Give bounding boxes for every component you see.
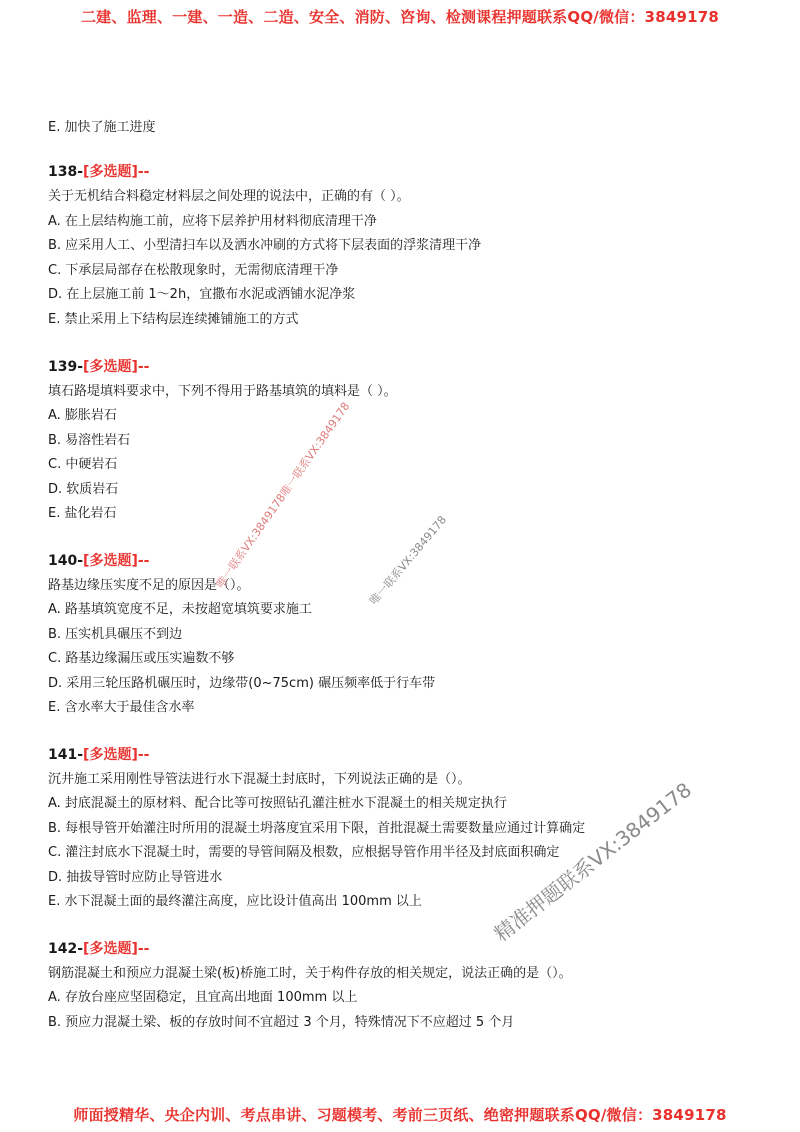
header-banner: 二建、监理、一建、一造、二造、安全、消防、咨询、检测课程押题联系QQ/微信：3849178: [80, 8, 720, 26]
option: C. 中硬岩石: [48, 457, 118, 472]
option: D. 抽拔导管时应防止导管进水: [48, 870, 223, 885]
option: B. 每根导管开始灌注时所用的混凝土坍落度宜采用下限，首批混凝土需要数量应通过计算确定: [48, 821, 586, 836]
footer-banner: 师面授精华、央企内训、考点串讲、习题模考、考前三页纸、绝密押题联系QQ/微信：3849178: [73, 1106, 727, 1124]
option: D. 软质岩石: [48, 482, 119, 497]
question-type: [多选题]: [83, 359, 138, 375]
question-header: [48, 552, 149, 570]
option: C. 灌注封底水下混凝土时，需要的导管间隔及根数，应根据导管作用半径及封底面积确定: [48, 845, 560, 860]
question-dash: --: [137, 553, 150, 569]
option: B. 易溶性岩石: [48, 433, 131, 448]
question-header: [48, 940, 149, 958]
previous-question-tail: E. 加快了施工进度: [48, 120, 156, 135]
question-type: [多选题]: [83, 164, 138, 180]
question-number: 142-: [48, 941, 84, 957]
question-stem: 关于无机结合料稳定材料层之间处理的说法中，正确的有（ ）。: [48, 189, 410, 204]
option: E. 禁止采用上下结构层连续摊铺施工的方式: [48, 312, 299, 327]
option: E. 含水率大于最佳含水率: [48, 700, 195, 715]
question-header: [48, 163, 149, 181]
question-dash: --: [137, 359, 150, 375]
option: E. 水下混凝土面的最终灌注高度，应比设计值高出 100mm 以上: [48, 894, 422, 909]
question-number: 139-: [48, 359, 84, 375]
question-number: 138-: [48, 164, 84, 180]
watermark: 唯一联系VX:3849178唯一联系VX:3849178: [213, 399, 353, 591]
option: B. 预应力混凝土梁、板的存放时间不宜超过 3 个月，特殊情况下不应超过 5 个月: [48, 1015, 515, 1030]
option: D. 采用三轮压路机碾压时，边缘带(0~75cm) 碾压频率低于行车带: [48, 676, 436, 691]
option: B. 压实机具碾压不到边: [48, 627, 183, 642]
question-number: 140-: [48, 553, 84, 569]
question-dash: --: [137, 941, 150, 957]
question-header: [48, 746, 149, 764]
question-type: [多选题]: [83, 747, 138, 763]
watermark: 精准押题联系VX:3849178: [489, 777, 697, 947]
option: A. 在上层结构施工前，应将下层养护用材料彻底清理干净: [48, 214, 377, 229]
question-dash: --: [137, 747, 150, 763]
question-header: [48, 358, 149, 376]
option: C. 下承层局部存在松散现象时，无需彻底清理干净: [48, 263, 339, 278]
question-stem: 路基边缘压实度不足的原因是（）。: [48, 578, 250, 593]
option: A. 膨胀岩石: [48, 408, 117, 423]
question-type: [多选题]: [83, 941, 138, 957]
question-stem: 填石路堤填料要求中，下列不得用于路基填筑的填料是（ ）。: [48, 384, 397, 399]
watermark: 唯一联系VX:3849178: [367, 513, 450, 608]
option: C. 路基边缘漏压或压实遍数不够: [48, 651, 235, 666]
question-stem: 钢筋混凝土和预应力混凝土梁(板)桥施工时，关于构件存放的相关规定，说法正确的是（）。: [48, 966, 572, 981]
question-number: 141-: [48, 747, 84, 763]
question-type: [多选题]: [83, 553, 138, 569]
option: E. 盐化岩石: [48, 506, 117, 521]
option: A. 封底混凝土的原材料、配合比等可按照钻孔灌注桩水下混凝土的相关规定执行: [48, 796, 507, 811]
question-dash: --: [137, 164, 150, 180]
option: A. 存放台座应坚固稳定，且宜高出地面 100mm 以上: [48, 990, 358, 1005]
question-stem: 沉井施工采用刚性导管法进行水下混凝土封底时，下列说法正确的是（）。: [48, 772, 471, 787]
option: D. 在上层施工前 1～2h，宜撒布水泥或洒铺水泥净浆: [48, 287, 356, 302]
option: B. 应采用人工、小型清扫车以及洒水冲刷的方式将下层表面的浮浆清理干净: [48, 238, 482, 253]
option: A. 路基填筑宽度不足，未按超宽填筑要求施工: [48, 602, 312, 617]
